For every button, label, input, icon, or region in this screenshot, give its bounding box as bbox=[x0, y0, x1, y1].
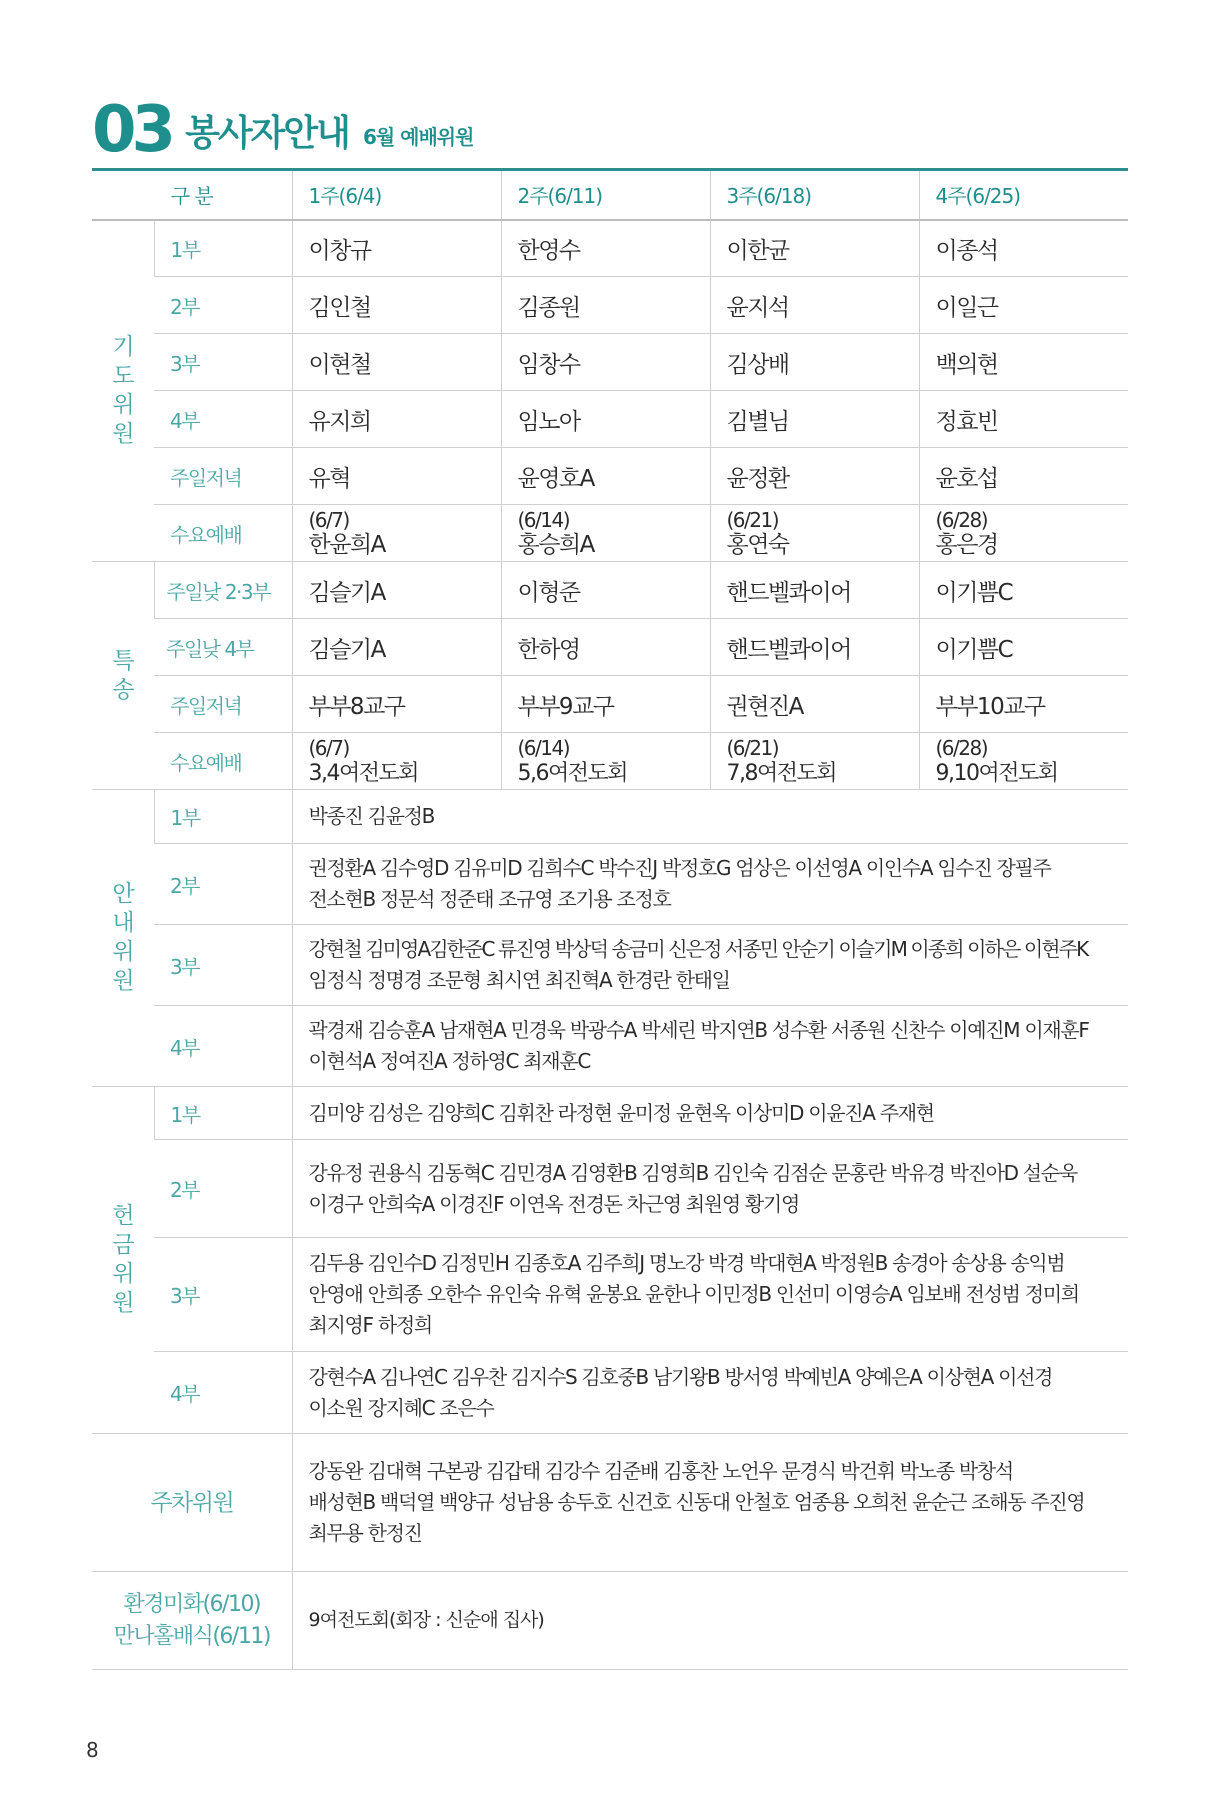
cell-date: (6/21) bbox=[726, 736, 779, 760]
table-row bbox=[92, 448, 1128, 505]
cell: 김별님 bbox=[710, 391, 919, 448]
table-row bbox=[92, 277, 1128, 334]
table-row bbox=[92, 925, 1128, 1006]
cell-date: (6/7) bbox=[308, 736, 349, 760]
table-row bbox=[92, 505, 1128, 562]
cell: 이일근 bbox=[919, 277, 1128, 334]
cell: 임노아 bbox=[501, 391, 710, 448]
names-cell bbox=[292, 1087, 1128, 1140]
category-guide bbox=[92, 790, 154, 1087]
cell: 이한균 bbox=[710, 220, 919, 277]
cell-date: (6/28) bbox=[935, 508, 988, 532]
section-header bbox=[92, 92, 474, 167]
cell: 이종석 bbox=[919, 220, 1128, 277]
column-label: 구 분 bbox=[92, 170, 292, 220]
cell: 유혁 bbox=[292, 448, 501, 505]
row-label: 주일저녁 bbox=[154, 676, 292, 733]
row-label: 3부 bbox=[154, 334, 292, 391]
table-row bbox=[92, 676, 1128, 733]
cell-name: 홍승희A bbox=[517, 532, 594, 558]
section-subtitle: 6월 예배위원 bbox=[362, 125, 474, 149]
cell-date: (6/14) bbox=[517, 508, 570, 532]
cell: 권현진A bbox=[710, 676, 919, 733]
names-cell bbox=[292, 1140, 1128, 1238]
cell: 이창규 bbox=[292, 220, 501, 277]
cell: 이형준 bbox=[501, 562, 710, 619]
category-offering bbox=[92, 1087, 154, 1434]
row-label: 4부 bbox=[154, 1352, 292, 1434]
names-cell bbox=[292, 790, 1128, 844]
names-line: 전소현B 정문석 정준태 조규영 조기용 조정호 bbox=[308, 887, 671, 911]
names-line: 배성현B 백덕열 백양규 성남용 송두호 신건호 신동대 안철호 엄종용 오희천 윤순근 조해동 주진영 bbox=[308, 1490, 1085, 1514]
row-label: 수요예배 bbox=[154, 733, 292, 790]
row-label: 1부 bbox=[154, 1087, 292, 1140]
category-label: 헌금위원 bbox=[112, 1203, 134, 1316]
names-cell bbox=[292, 1434, 1128, 1572]
names-line: 곽경재 김승훈A 남재현A 민경욱 박광수A 박세린 박지연B 성수환 서종원 신찬수 이예진M 이재훈F bbox=[308, 1018, 1089, 1042]
cell: 윤호섭 bbox=[919, 448, 1128, 505]
row-label: 주일저녁 bbox=[154, 448, 292, 505]
names-cell bbox=[292, 1352, 1128, 1434]
cell bbox=[919, 505, 1128, 562]
names-line: 안영애 안희종 오한수 유인숙 유혁 윤봉요 윤한나 이민정B 인선미 이영승A 임보배 전성범 정미희 bbox=[308, 1282, 1079, 1306]
category-line: 환경미화(6/10) bbox=[123, 1591, 261, 1617]
cell: 김종원 bbox=[501, 277, 710, 334]
cell: 이기쁨C bbox=[919, 619, 1128, 676]
row-label: 수요예배 bbox=[154, 505, 292, 562]
row-label: 2부 bbox=[154, 844, 292, 925]
table-row bbox=[92, 220, 1128, 277]
row-label: 1부 bbox=[154, 790, 292, 844]
cell bbox=[501, 733, 710, 790]
category-label: 안내위원 bbox=[112, 881, 134, 994]
names-cell: 9여전도회(회장 : 신순애 집사) bbox=[292, 1572, 1128, 1670]
row-label: 4부 bbox=[154, 1006, 292, 1087]
table-row bbox=[92, 391, 1128, 448]
names-line: 강동완 김대혁 구본광 김갑태 김강수 김준배 김홍찬 노언우 문경식 박건휘 박노종 박창석 bbox=[308, 1459, 1013, 1483]
cell: 김슬기A bbox=[292, 562, 501, 619]
names-cell bbox=[292, 844, 1128, 925]
cell: 김상배 bbox=[710, 334, 919, 391]
category-label: 기도위원 bbox=[112, 333, 134, 447]
names-line: 강현철 김미영A김한준C 류진영 박상덕 송금미 신은정 서종민 안순기 이슬기M 이종희 이하은 이현주K bbox=[308, 937, 1088, 961]
names-line: 이소원 장지혜C 조은수 bbox=[308, 1395, 494, 1420]
category-label: 특송 bbox=[112, 647, 134, 703]
row-label: 2부 bbox=[154, 277, 292, 334]
row-label: 3부 bbox=[154, 1238, 292, 1352]
cell bbox=[292, 505, 501, 562]
table-row bbox=[92, 844, 1128, 925]
table-row bbox=[92, 1238, 1128, 1352]
cell-name: 9,10여전도회 bbox=[935, 761, 1058, 786]
table-row bbox=[92, 1087, 1128, 1140]
cell: 임창수 bbox=[501, 334, 710, 391]
cell-name: 7,8여전도회 bbox=[726, 761, 836, 786]
row-label: 2부 bbox=[154, 1140, 292, 1238]
week-header: 3주(6/18) bbox=[710, 170, 919, 220]
cell: 윤영호A bbox=[501, 448, 710, 505]
names-line: 박종진 김윤정B bbox=[308, 804, 435, 828]
names-line: 권정환A 김수영D 김유미D 김희수C 박수진J 박정호G 엄상은 이선영A 이인수A 임수진 장필주 bbox=[308, 856, 1051, 880]
cell-date: (6/14) bbox=[517, 736, 570, 760]
names-line: 최지영F 하정희 bbox=[308, 1313, 432, 1337]
cell-name: 5,6여전도회 bbox=[517, 761, 627, 786]
cell: 부부10교구 bbox=[919, 676, 1128, 733]
cell: 김슬기A bbox=[292, 619, 501, 676]
category-environment bbox=[92, 1572, 292, 1670]
cell bbox=[710, 733, 919, 790]
section-title: 봉사자안내 bbox=[185, 113, 349, 154]
cell-date: (6/21) bbox=[726, 508, 779, 532]
cell bbox=[292, 733, 501, 790]
cell: 핸드벨콰이어 bbox=[710, 562, 919, 619]
names-line: 김미양 김성은 김양희C 김휘찬 라정현 윤미정 윤현옥 이상미D 이윤진A 주재현 bbox=[308, 1100, 934, 1125]
cell: 한영수 bbox=[501, 220, 710, 277]
category-parking: 주차위원 bbox=[92, 1434, 292, 1572]
table-row bbox=[92, 619, 1128, 676]
names-line: 최무용 한정진 bbox=[308, 1521, 422, 1545]
week-header: 2주(6/11) bbox=[501, 170, 710, 220]
cell: 김인철 bbox=[292, 277, 501, 334]
table-row bbox=[92, 1572, 1128, 1670]
cell bbox=[501, 505, 710, 562]
cell: 유지희 bbox=[292, 391, 501, 448]
names-line: 이경구 안희숙A 이경진F 이연옥 전경돈 차근영 최원영 황기영 bbox=[308, 1191, 799, 1216]
table-row bbox=[92, 733, 1128, 790]
table-row bbox=[92, 334, 1128, 391]
names-cell bbox=[292, 1006, 1128, 1087]
cell: 이현철 bbox=[292, 334, 501, 391]
category-line: 만나홀배식(6/11) bbox=[113, 1623, 270, 1649]
cell-date: (6/28) bbox=[935, 736, 988, 760]
cell bbox=[710, 505, 919, 562]
names-line: 임정식 정명경 조문형 최시연 최진혁A 한경란 한태일 bbox=[308, 968, 730, 992]
table-row bbox=[92, 790, 1128, 844]
names-line: 이현석A 정여진A 정하영C 최재훈C bbox=[308, 1049, 591, 1073]
cell: 백의현 bbox=[919, 334, 1128, 391]
week-header: 4주(6/25) bbox=[919, 170, 1128, 220]
names-cell bbox=[292, 1238, 1128, 1352]
names-line: 강현수A 김나연C 김우찬 김지수S 김호중B 남기왕B 방서영 박예빈A 양예은A 이상현A 이선경 bbox=[308, 1364, 1053, 1389]
cell-name: 3,4여전도회 bbox=[308, 761, 418, 786]
table-row bbox=[92, 1006, 1128, 1087]
cell: 한하영 bbox=[501, 619, 710, 676]
cell-name: 홍연숙 bbox=[726, 532, 789, 558]
cell: 부부8교구 bbox=[292, 676, 501, 733]
row-label: 1부 bbox=[154, 220, 292, 277]
table-row bbox=[92, 1434, 1128, 1572]
names-cell bbox=[292, 925, 1128, 1006]
cell: 이기쁨C bbox=[919, 562, 1128, 619]
volunteer-table bbox=[92, 168, 1128, 1670]
names-line: 강유정 권용식 김동혁C 김민경A 김영환B 김영희B 김인숙 김점순 문홍란 박유경 박진아D 설순욱 bbox=[308, 1160, 1077, 1185]
table-row bbox=[92, 1140, 1128, 1238]
category-prayer bbox=[92, 220, 154, 562]
table-header-row bbox=[92, 170, 1128, 220]
cell: 윤정환 bbox=[710, 448, 919, 505]
cell-name: 홍은경 bbox=[935, 532, 998, 558]
cell-date: (6/7) bbox=[308, 508, 349, 532]
cell: 부부9교구 bbox=[501, 676, 710, 733]
week-header: 1주(6/4) bbox=[292, 170, 501, 220]
table-row bbox=[92, 562, 1128, 619]
row-label: 주일낮 4부 bbox=[154, 619, 292, 676]
row-label: 3부 bbox=[154, 925, 292, 1006]
cell: 핸드벨콰이어 bbox=[710, 619, 919, 676]
names-line: 김두용 김인수D 김정민H 김종호A 김주희J 명노강 박경 박대현A 박정원B 송경아 송상용 송익범 bbox=[308, 1251, 1065, 1275]
page-number: 8 bbox=[86, 1738, 99, 1762]
section-number: 03 bbox=[92, 93, 172, 167]
cell-name: 한윤희A bbox=[308, 532, 385, 558]
row-label: 4부 bbox=[154, 391, 292, 448]
cell: 정효빈 bbox=[919, 391, 1128, 448]
cell: 윤지석 bbox=[710, 277, 919, 334]
cell bbox=[919, 733, 1128, 790]
table-row bbox=[92, 1352, 1128, 1434]
row-label: 주일낮 2·3부 bbox=[154, 562, 292, 619]
category-special bbox=[92, 562, 154, 790]
